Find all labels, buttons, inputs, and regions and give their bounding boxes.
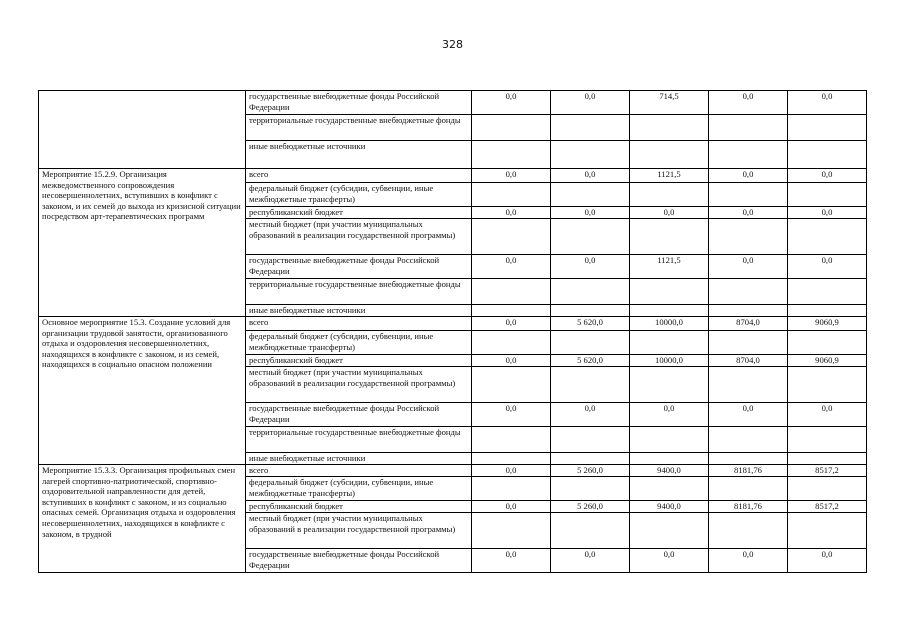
value-cell xyxy=(472,453,551,465)
value-cell: 8181,76 xyxy=(709,501,788,513)
value-cell xyxy=(472,427,551,453)
funding-source-cell: территориальные государственные внебюджетные фонды xyxy=(246,427,472,453)
value-cell xyxy=(630,367,709,403)
value-cell: 0,0 xyxy=(472,355,551,367)
value-cell: 9400,0 xyxy=(630,465,709,477)
value-cell xyxy=(472,305,551,317)
value-cell xyxy=(788,477,867,501)
budget-table xyxy=(38,90,867,573)
value-cell xyxy=(709,305,788,317)
value-cell: 0,0 xyxy=(788,169,867,183)
value-cell xyxy=(551,219,630,255)
funding-source-cell: государственные внебюджетные фонды Российской Федерации xyxy=(246,403,472,427)
funding-source-cell: государственные внебюджетные фонды Российской Федерации xyxy=(246,549,472,573)
value-cell xyxy=(788,331,867,355)
table-row xyxy=(39,91,867,115)
value-cell xyxy=(630,183,709,207)
value-cell xyxy=(551,183,630,207)
value-cell: 10000,0 xyxy=(630,355,709,367)
value-cell xyxy=(709,513,788,549)
value-cell xyxy=(551,367,630,403)
value-cell: 0,0 xyxy=(709,255,788,279)
value-cell: 0,0 xyxy=(788,255,867,279)
funding-source-cell: федеральный бюджет (субсидии, субвенции, иные межбюджетные трансферты) xyxy=(246,477,472,501)
value-cell: 0,0 xyxy=(472,255,551,279)
value-cell: 0,0 xyxy=(788,549,867,573)
activity-cell: Мероприятие 15.2.9. Организация межведомственного сопровождения несовершеннолетних, вступивших в конфликт с законом, и их семей до выхода из кризисной ситуации посредством арт-терапевтических программ xyxy=(39,169,246,317)
activity-cell xyxy=(39,91,246,169)
value-cell xyxy=(709,477,788,501)
value-cell xyxy=(709,183,788,207)
funding-source-cell: иные внебюджетные источники xyxy=(246,141,472,169)
value-cell: 8181,76 xyxy=(709,465,788,477)
value-cell: 0,0 xyxy=(472,549,551,573)
value-cell xyxy=(630,427,709,453)
value-cell xyxy=(709,367,788,403)
funding-source-cell: всего xyxy=(246,169,472,183)
value-cell xyxy=(630,453,709,465)
value-cell xyxy=(788,305,867,317)
value-cell xyxy=(472,331,551,355)
value-cell: 0,0 xyxy=(709,169,788,183)
funding-source-cell: территориальные государственные внебюджетные фонды xyxy=(246,115,472,141)
value-cell xyxy=(788,427,867,453)
value-cell xyxy=(472,141,551,169)
value-cell xyxy=(551,453,630,465)
value-cell xyxy=(551,427,630,453)
value-cell: 0,0 xyxy=(472,91,551,115)
value-cell: 10000,0 xyxy=(630,317,709,331)
value-cell: 0,0 xyxy=(551,91,630,115)
value-cell: 0,0 xyxy=(788,207,867,219)
value-cell xyxy=(788,183,867,207)
value-cell: 5 260,0 xyxy=(551,465,630,477)
value-cell xyxy=(709,331,788,355)
value-cell xyxy=(788,115,867,141)
value-cell: 5 260,0 xyxy=(551,501,630,513)
value-cell xyxy=(709,219,788,255)
value-cell: 8704,0 xyxy=(709,355,788,367)
value-cell: 714,5 xyxy=(630,91,709,115)
value-cell xyxy=(472,219,551,255)
funding-source-cell: республиканский бюджет xyxy=(246,501,472,513)
value-cell: 0,0 xyxy=(788,91,867,115)
funding-source-cell: иные внебюджетные источники xyxy=(246,453,472,465)
value-cell xyxy=(551,477,630,501)
funding-source-cell: государственные внебюджетные фонды Российской Федерации xyxy=(246,255,472,279)
funding-source-cell: всего xyxy=(246,317,472,331)
funding-source-cell: местный бюджет (при участии муниципальных образований в реализации государственной программы) xyxy=(246,367,472,403)
funding-source-cell: республиканский бюджет xyxy=(246,207,472,219)
funding-source-cell: местный бюджет (при участии муниципальных образований в реализации государственной программы) xyxy=(246,513,472,549)
value-cell: 0,0 xyxy=(630,403,709,427)
value-cell xyxy=(551,141,630,169)
funding-source-cell: федеральный бюджет (субсидии, субвенции, иные межбюджетные трансферты) xyxy=(246,331,472,355)
value-cell: 0,0 xyxy=(709,207,788,219)
value-cell: 1121,5 xyxy=(630,169,709,183)
value-cell: 0,0 xyxy=(551,169,630,183)
value-cell xyxy=(788,367,867,403)
value-cell xyxy=(630,331,709,355)
value-cell: 8517,2 xyxy=(788,501,867,513)
page-number: 328 xyxy=(442,38,463,51)
activity-cell: Основное мероприятие 15.3. Создание условий для организации трудовой занятости, организованного отдыха и оздоровления несовершеннолетних, находящихся в конфликте с законом, и из семей, находящихся в социально опасном положении xyxy=(39,317,246,465)
value-cell: 9060,9 xyxy=(788,355,867,367)
value-cell xyxy=(551,279,630,305)
funding-source-cell: иные внебюджетные источники xyxy=(246,305,472,317)
value-cell: 0,0 xyxy=(788,403,867,427)
value-cell xyxy=(551,513,630,549)
table-row xyxy=(39,317,867,331)
value-cell: 0,0 xyxy=(472,169,551,183)
value-cell: 0,0 xyxy=(709,403,788,427)
value-cell xyxy=(551,331,630,355)
value-cell: 0,0 xyxy=(472,465,551,477)
value-cell: 5 620,0 xyxy=(551,317,630,331)
value-cell xyxy=(709,453,788,465)
value-cell xyxy=(788,513,867,549)
funding-source-cell: всего xyxy=(246,465,472,477)
table-row xyxy=(39,169,867,183)
value-cell xyxy=(788,453,867,465)
value-cell xyxy=(630,279,709,305)
value-cell xyxy=(551,305,630,317)
value-cell xyxy=(472,367,551,403)
value-cell xyxy=(709,115,788,141)
value-cell xyxy=(788,279,867,305)
value-cell: 0,0 xyxy=(472,207,551,219)
value-cell xyxy=(630,513,709,549)
value-cell: 0,0 xyxy=(709,549,788,573)
activity-cell: Мероприятие 15.3.3. Организация профильных смен лагерей спортивно-патриотической, спортивно-оздоровительной направленности для детей, вступивших в конфликт с законом, и из социально опасных семей. Организация отдыха и оздоровления несовершеннолетних, находящихся в конфликте с законом, в трудной xyxy=(39,465,246,573)
funding-source-cell: государственные внебюджетные фонды Российской Федерации xyxy=(246,91,472,115)
funding-source-cell: местный бюджет (при участии муниципальных образований в реализации государственной программы) xyxy=(246,219,472,255)
value-cell: 0,0 xyxy=(630,549,709,573)
value-cell xyxy=(630,219,709,255)
value-cell: 9400,0 xyxy=(630,501,709,513)
value-cell: 0,0 xyxy=(472,501,551,513)
value-cell xyxy=(788,141,867,169)
value-cell xyxy=(709,427,788,453)
value-cell xyxy=(472,183,551,207)
value-cell: 0,0 xyxy=(551,549,630,573)
value-cell: 0,0 xyxy=(709,91,788,115)
value-cell xyxy=(630,115,709,141)
value-cell xyxy=(630,477,709,501)
value-cell xyxy=(709,141,788,169)
value-cell xyxy=(472,513,551,549)
funding-source-cell: территориальные государственные внебюджетные фонды xyxy=(246,279,472,305)
funding-source-cell: республиканский бюджет xyxy=(246,355,472,367)
value-cell xyxy=(709,279,788,305)
value-cell: 0,0 xyxy=(472,317,551,331)
value-cell xyxy=(788,219,867,255)
value-cell xyxy=(472,477,551,501)
value-cell xyxy=(630,305,709,317)
value-cell: 1121,5 xyxy=(630,255,709,279)
value-cell xyxy=(551,115,630,141)
value-cell: 9060,9 xyxy=(788,317,867,331)
value-cell: 0,0 xyxy=(551,207,630,219)
value-cell xyxy=(472,279,551,305)
funding-source-cell: федеральный бюджет (субсидии, субвенции, иные межбюджетные трансферты) xyxy=(246,183,472,207)
value-cell: 5 620,0 xyxy=(551,355,630,367)
value-cell: 8704,0 xyxy=(709,317,788,331)
value-cell: 8517,2 xyxy=(788,465,867,477)
table-row xyxy=(39,465,867,477)
value-cell: 0,0 xyxy=(551,255,630,279)
value-cell xyxy=(630,141,709,169)
value-cell: 0,0 xyxy=(551,403,630,427)
value-cell: 0,0 xyxy=(472,403,551,427)
value-cell: 0,0 xyxy=(630,207,709,219)
value-cell xyxy=(472,115,551,141)
